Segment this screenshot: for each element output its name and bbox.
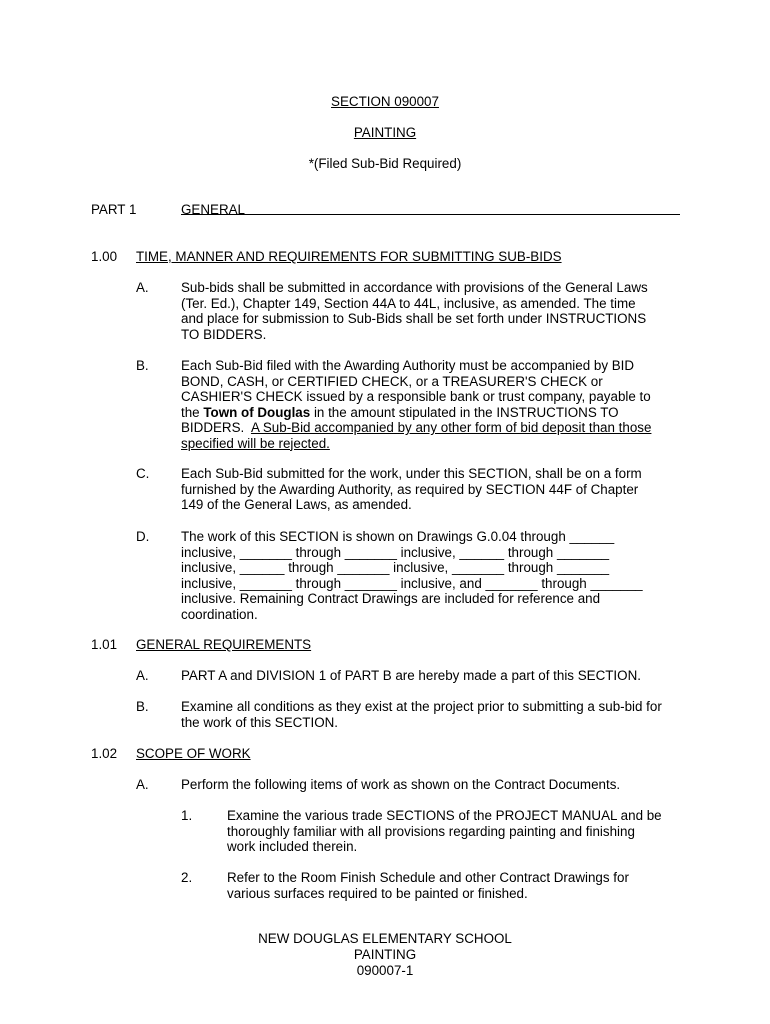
paragraph-1-00-a [181, 280, 648, 342]
item-number-2: 2. [181, 870, 193, 885]
text-line: inclusive. Remaining Contract Drawings are included for reference and [181, 591, 601, 606]
text-line: work included therein. [227, 839, 358, 854]
part-title: GENERAL [181, 202, 245, 217]
text-line: coordination. [181, 606, 258, 622]
text-line: various surfaces required to be painted or finished. [227, 885, 528, 901]
text-line: thoroughly familiar with all provisions regarding painting and finishing [227, 823, 635, 839]
paragraph-1-00-b [181, 358, 651, 451]
paragraph-1-02-a-1 [227, 808, 662, 855]
heading-number-1-01: 1.01 [91, 637, 118, 652]
item-number-1: 1. [181, 808, 193, 823]
text-line: Each Sub-Bid filed with the Awarding Authority must be accompanied by BID [181, 358, 635, 373]
heading-scope-of-work: SCOPE OF WORK [136, 746, 251, 761]
paragraph-1-00-c [181, 466, 642, 513]
section-name: PAINTING [353, 125, 417, 140]
filed-sub-bid-note: *(Filed Sub-Bid Required) [308, 156, 462, 171]
footer-page-number: 090007-1 [356, 963, 414, 978]
paragraph-1-01-b [181, 699, 662, 730]
item-letter-b: B. [136, 358, 149, 373]
text-line: inclusive, ______ through _______ inclusive, _______ through _______ [181, 560, 610, 575]
paragraph-1-02-a [181, 777, 620, 793]
heading-number-1-00: 1.00 [91, 249, 118, 264]
text-line [181, 405, 651, 421]
part-label: PART 1 [91, 202, 137, 217]
section-title: SECTION 090007 [331, 94, 439, 109]
text-line: The work of this SECTION is shown on Drawings G.0.04 through ______ [181, 529, 615, 544]
paragraph-1-01-a [181, 668, 641, 684]
paragraph-1-02-a-2 [227, 870, 629, 901]
text-line: (Ter. Ed.), Chapter 149, Section 44A to 44L, inclusive, as amended. The time [181, 295, 636, 311]
text-span: the [181, 404, 204, 420]
rejection-warning-end: specified will be rejected. [181, 435, 330, 451]
text-line: inclusive, _______ through _______ inclusive, ______ through _______ [181, 544, 610, 560]
item-letter-b: B. [136, 699, 149, 714]
text-line: PART A and DIVISION 1 of PART B are hereby made a part of this SECTION. [181, 668, 641, 683]
text-line: Examine all conditions as they exist at the project prior to submitting a sub-bid for [181, 699, 662, 714]
paragraph-1-00-d [181, 529, 643, 622]
text-line: inclusive, _______ through _______ inclusive, and _______ through _______ [181, 575, 643, 591]
text-span: BIDDERS. [181, 420, 251, 435]
heading-submitting-sub-bids: TIME, MANNER AND REQUIREMENTS FOR SUBMITTING SUB-BIDS [136, 249, 562, 264]
text-line: Examine the various trade SECTIONS of the PROJECT MANUAL and be [227, 808, 662, 823]
item-letter-a: A. [136, 280, 149, 295]
text-line: furnished by the Awarding Authority, as required by SECTION 44F of Chapter [181, 481, 639, 497]
part-title-underline [181, 214, 680, 215]
text-line: Refer to the Room Finish Schedule and other Contract Drawings for [227, 870, 629, 885]
text-line: 149 of the General Laws, as amended. [181, 497, 412, 512]
heading-number-1-02: 1.02 [91, 746, 118, 761]
text-line: CASHIER'S CHECK issued by a responsible bank or trust company, payable to [181, 389, 651, 404]
text-line: BOND, CASH, or CERTIFIED CHECK, or a TREASURER'S CHECK or [181, 373, 603, 389]
text-line: Perform the following items of work as shown on the Contract Documents. [181, 777, 621, 792]
text-span: in the amount stipulated in the INSTRUCTIONS TO [310, 404, 619, 420]
item-letter-d: D. [136, 529, 150, 544]
text-line: TO BIDDERS. [181, 326, 267, 342]
text-line [181, 420, 651, 436]
text-line [181, 436, 651, 452]
item-letter-a: A. [136, 777, 149, 792]
heading-general-requirements: GENERAL REQUIREMENTS [136, 637, 312, 652]
rejection-warning: A Sub-Bid accompanied by any other form of bid deposit than those [250, 420, 652, 435]
item-letter-a: A. [136, 668, 149, 683]
text-line: Each Sub-Bid submitted for the work, under this SECTION, shall be on a form [181, 466, 642, 481]
text-line: the work of this SECTION. [181, 714, 339, 730]
text-line: Sub-bids shall be submitted in accordance with provisions of the General Laws [181, 280, 648, 295]
footer-section-name: PAINTING [353, 947, 417, 962]
town-name: Town of Douglas [203, 404, 311, 420]
text-line: and place for submission to Sub-Bids shall be set forth under INSTRUCTIONS [181, 311, 647, 326]
item-letter-c: C. [136, 466, 150, 481]
footer-school-name: NEW DOUGLAS ELEMENTARY SCHOOL [258, 931, 512, 946]
